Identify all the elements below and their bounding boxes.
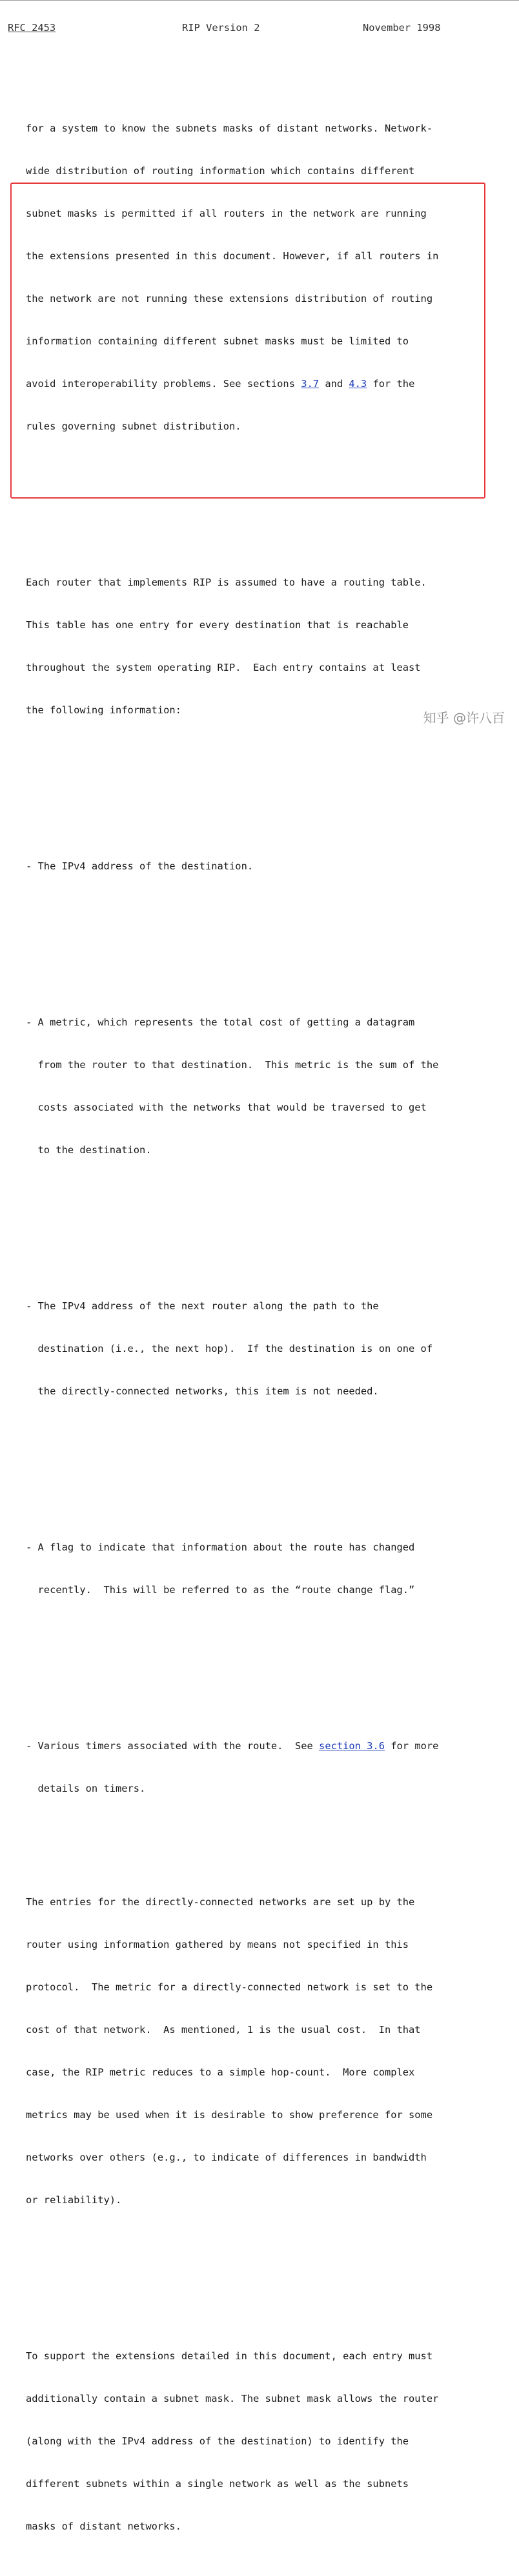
text-line: for a system to know the subnets masks of distant networks. Network- (26, 123, 433, 134)
bullet-destination-address (26, 831, 516, 902)
text-line: the extensions presented in this document. However, if all routers in (26, 250, 439, 262)
text-span: for the (367, 378, 415, 390)
text-line: the following information: (26, 704, 181, 716)
text-span: avoid interoperability problems. See sections (26, 378, 301, 390)
text-span: and (319, 378, 349, 390)
text-line: protocol. The metric for a directly-connected network is set to the (26, 1981, 433, 1993)
text-line: (along with the IPv4 address of the destination) to identify the (26, 2435, 409, 2447)
text-line: subnet masks is permitted if all routers in the network are running (26, 208, 427, 219)
watermark: 知乎 @许八百 (423, 710, 505, 726)
text-line: metrics may be used when it is desirable to show preference for some (26, 2109, 433, 2121)
section-4-3-link[interactable]: 4.3 (349, 378, 367, 390)
text-line: or reliability). (26, 2194, 122, 2206)
text-line: to the destination. (26, 1144, 152, 1156)
bullet-metric (26, 987, 516, 1185)
text-line: To support the extensions detailed in this document, each entry must (26, 2350, 433, 2362)
text-span: - Various timers associated with the route. See (26, 1740, 320, 1752)
blank-line (26, 930, 516, 944)
paragraph-directly-connected (26, 1867, 516, 2235)
page-header (0, 22, 519, 36)
text-line: different subnets within a single network as well as the subnets (26, 2478, 409, 2490)
text-line: - A metric, which represents the total cost of getting a datagram (26, 1016, 415, 1028)
text-line: the network are not running these extensions distribution of routing (26, 293, 433, 304)
text-line: destination (i.e., the next hop). If the destination is on one of (26, 1343, 433, 1354)
text-line: rules governing subnet distribution. (26, 421, 241, 432)
text-line: from the router to that destination. This metric is the sum of the (26, 1059, 439, 1071)
text-line: router using information gathered by means not specified in this (26, 1939, 409, 1950)
text-line: recently. This will be referred to as the “route change flag.” (26, 1584, 415, 1596)
text-line: additionally contain a subnet mask. The subnet mask allows the router (26, 2393, 439, 2404)
blank-line (26, 1654, 516, 1668)
text-line: the directly-connected networks, this item is not needed. (26, 1385, 379, 1397)
text-line: costs associated with the networks that would be traversed to get (26, 1102, 427, 1113)
bullet-timers (26, 1710, 516, 1824)
text-line: details on timers. (26, 1783, 146, 1794)
text-line: wide distribution of routing information which contains different (26, 165, 415, 177)
blank-line (26, 1455, 516, 1469)
text-line: - The IPv4 address of the next router along the path to the (26, 1300, 379, 1312)
text-line: This table has one entry for every destination that is reachable (26, 619, 409, 631)
blank-line (26, 1214, 516, 1228)
text-line: Each router that implements RIP is assumed to have a routing table. (26, 577, 427, 588)
text-line: throughout the system operating RIP. Each entry contains at least (26, 662, 421, 673)
text-line (26, 1739, 516, 1753)
text-span: for more (384, 1740, 439, 1752)
blank-line (26, 774, 516, 788)
rfc-number-link[interactable]: RFC 2453 (8, 22, 56, 34)
paragraph-subnet-mask (26, 2321, 516, 2562)
text-line: The entries for the directly-connected networks are set up by the (26, 1896, 415, 1908)
text-line: - The IPv4 address of the destination. (26, 860, 254, 872)
section-3-7-link[interactable]: 3.7 (301, 378, 320, 390)
blank-line (26, 2264, 516, 2278)
text-line: case, the RIP metric reduces to a simple hop-count. More complex (26, 2066, 415, 2078)
text-line: masks of distant networks. (26, 2521, 181, 2532)
text-line: information containing different subnet masks must be limited to (26, 335, 409, 347)
text-line: - A flag to indicate that information about the route has changed (26, 1541, 415, 1553)
doc-title: RIP Version 2 (182, 22, 260, 34)
highlight-box (10, 183, 485, 499)
doc-date: November 1998 (363, 22, 441, 34)
text-line: networks over others (e.g., to indicate of differences in bandwidth (26, 2152, 427, 2163)
text-line: cost of that network. As mentioned, 1 is the usual cost. In that (26, 2024, 421, 2036)
section-3-6-link[interactable]: section 3.6 (319, 1740, 385, 1752)
bullet-next-hop (26, 1271, 516, 1427)
top-border-line (0, 0, 519, 1)
bullet-route-change-flag (26, 1512, 516, 1625)
